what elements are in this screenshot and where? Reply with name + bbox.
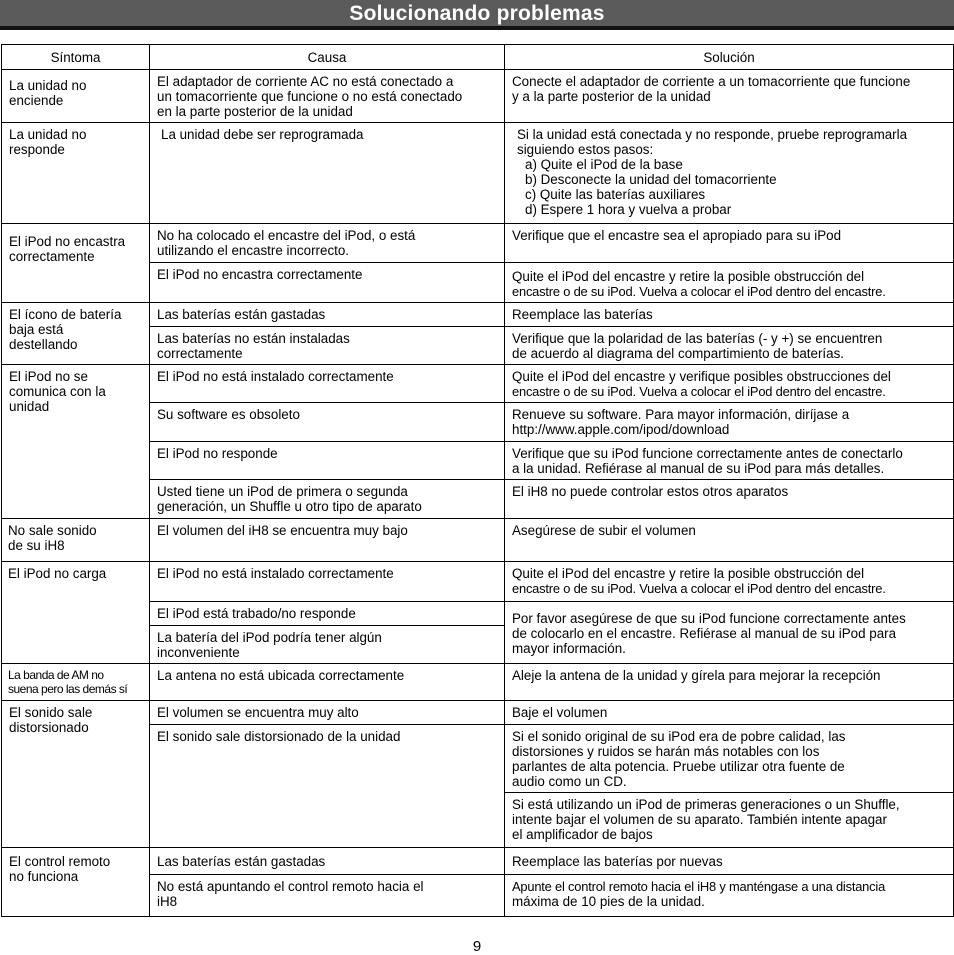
table-row [2, 562, 954, 602]
cause-cell: Su software es obsoleto [150, 403, 505, 442]
symptom-cell: El iPod no encastra correctamente [2, 224, 150, 303]
solution-cell: Verifique que el encastre sea el apropiado para su iPod [505, 224, 954, 263]
cause-cell: El iPod está trabado/no responde [150, 602, 505, 626]
table-row [2, 664, 954, 701]
table-row [2, 123, 954, 224]
symptom-cell: El ícono de batería baja está destellando [2, 303, 150, 365]
cause-cell: El iPod no está instalado correctamente [150, 365, 505, 403]
page-header-bar [0, 0, 954, 30]
list-item: c) Quite las baterías auxiliares [525, 187, 706, 202]
solution-cell: Verifique que su iPod funcione correctamente antes de conectarlo a la unidad. Refiérase al manual de su iPod para más detalles. [505, 442, 954, 480]
symptom-cell: El iPod no se comunica con la unidad [2, 365, 150, 519]
table-row [2, 365, 954, 403]
list-item: b) Desconecte la unidad del tomacorriente [525, 172, 777, 187]
symptom-cell: La unidad no enciende [2, 70, 150, 123]
page-title: Solucionando problemas [349, 2, 605, 25]
cause-cell: El volumen del iH8 se encuentra muy bajo [150, 519, 505, 562]
cause-cell: La antena no está ubicada correctamente [150, 664, 505, 701]
table-row [2, 848, 954, 875]
solution-cell: Baje el volumen [505, 701, 954, 725]
symptom-cell: No sale sonido de su iH8 [2, 519, 150, 562]
symptom-cell: El sonido sale distorsionado [2, 701, 150, 848]
table-row [2, 70, 954, 123]
solution-cell: Si la unidad está conectada y no responde, pruebe reprogramarla siguiendo estos pasos: a) Quite el iPod de la base b) Desconecte la unidad del tomacorriente c) Quite las baterías auxiliares d) Espere 1 hora y vuelva a probar [505, 123, 954, 224]
cause-cell: El volumen se encuentra muy alto [150, 701, 505, 725]
table-row [2, 224, 954, 263]
cause-cell: La batería del iPod podría tener algún inconveniente [150, 626, 505, 664]
solution-cell: Quite el iPod del encastre y verifique posibles obstrucciones del encastre o de su iPod. Vuelva a colocar el iPod dentro del encastre. [505, 365, 954, 403]
cause-cell: Las baterías están gastadas [150, 848, 505, 875]
table-row [2, 519, 954, 562]
table-header-row [2, 45, 954, 70]
steps-list [517, 157, 947, 217]
symptom-cell: La unidad no responde [2, 123, 150, 224]
cause-cell: Las baterías no están instaladas correctamente [150, 327, 505, 365]
header-sintoma: Síntoma [2, 45, 150, 70]
cause-cell: El iPod no encastra correctamente [150, 263, 505, 303]
solution-cell: El iH8 no puede controlar estos otros aparatos [505, 480, 954, 519]
solution-cell: Renueve su software. Para mayor información, diríjase a http://www.apple.com/ipod/download [505, 403, 954, 442]
solution-cell: Aleje la antena de la unidad y gírela para mejorar la recepción [505, 664, 954, 701]
cause-cell: El adaptador de corriente AC no está conectado a un tomacorriente que funcione o no está conectado en la parte posterior de la unidad [150, 70, 505, 123]
solution-cell: Apunte el control remoto hacia el iH8 y manténgase a una distancia máxima de 10 pies de la unidad. [505, 875, 954, 917]
table-row [2, 701, 954, 725]
table-row [2, 303, 954, 327]
symptom-cell: El control remoto no funciona [2, 848, 150, 917]
cause-cell: Las baterías están gastadas [150, 303, 505, 327]
solution-cell: Reemplace las baterías [505, 303, 954, 327]
solution-cell: Si está utilizando un iPod de primeras generaciones o un Shuffle, intente bajar el volumen de su aparato. También intente apagar el amplificador de bajos [505, 793, 954, 848]
cause-cell: La unidad debe ser reprogramada [150, 123, 505, 224]
cause-cell: No ha colocado el encastre del iPod, o está utilizando el encastre incorrecto. [150, 224, 505, 263]
header-causa: Causa [150, 45, 505, 70]
solution-cell: Quite el iPod del encastre y retire la posible obstrucción del encastre o de su iPod. Vuelva a colocar el iPod dentro del encastre. [505, 562, 954, 602]
list-item: a) Quite el iPod de la base [525, 157, 683, 172]
cause-cell: No está apuntando el control remoto hacia el iH8 [150, 875, 505, 917]
solution-cell: Reemplace las baterías por nuevas [505, 848, 954, 875]
cause-cell: El iPod no responde [150, 442, 505, 480]
solution-cell: Si el sonido original de su iPod era de pobre calidad, las distorsiones y ruidos se harán más notables con los parlantes de alta potencia. Pruebe utilizar otra fuente de audio como un CD. [505, 725, 954, 793]
list-item: d) Espere 1 hora y vuelva a probar [525, 202, 732, 217]
solution-cell: Verifique que la polaridad de las baterías (- y +) se encuentren de acuerdo al diagrama del compartimiento de baterías. [505, 327, 954, 365]
cause-cell: Usted tiene un iPod de primera o segunda generación, un Shuffle u otro tipo de aparato [150, 480, 505, 519]
symptom-cell: La banda de AM no suena pero las demás sí [2, 664, 150, 701]
solution-cell: Por favor asegúrese de que su iPod funcione correctamente antes de colocarlo en el encastre. Refiérase al manual de su iPod para mayor información. [505, 602, 954, 664]
solution-cell: Quite el iPod del encastre y retire la posible obstrucción del encastre o de su iPod. Vuelva a colocar el iPod dentro del encastre. [505, 263, 954, 303]
cause-cell: El sonido sale distorsionado de la unidad [150, 725, 505, 848]
symptom-cell: El iPod no carga [2, 562, 150, 664]
page-number: 9 [472, 938, 482, 955]
cause-cell: El iPod no está instalado correctamente [150, 562, 505, 602]
solution-cell: Asegúrese de subir el volumen [505, 519, 954, 562]
troubleshooting-table [1, 44, 954, 917]
header-solucion: Solución [505, 45, 954, 70]
solution-cell: Conecte el adaptador de corriente a un tomacorriente que funcione y a la parte posterior de la unidad [505, 70, 954, 123]
